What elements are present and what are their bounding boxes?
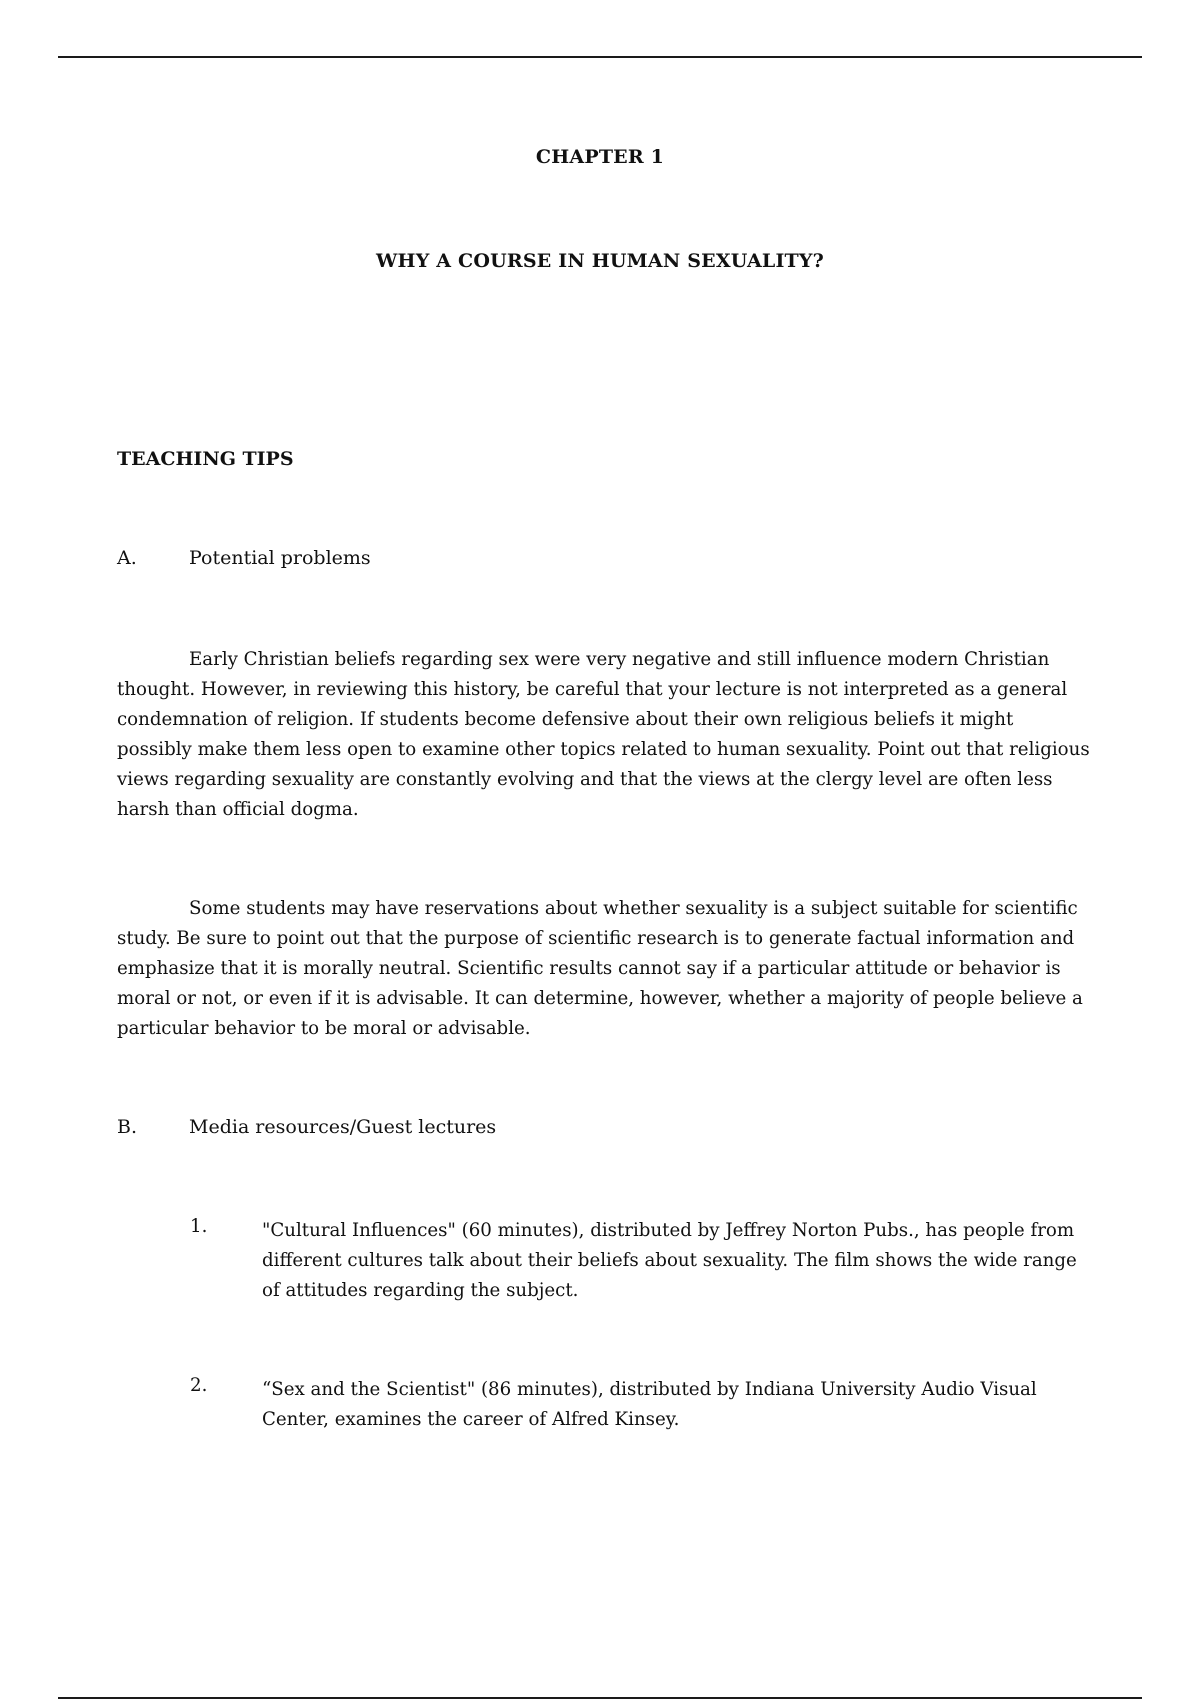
media-item-2-text: “Sex and the Scientist" (86 minutes), distributed by Indiana University Audio Visual Center, examines the career of Alfred Kinsey.: [262, 1379, 1037, 1430]
section-heading-teaching-tips: TEACHING TIPS: [117, 448, 294, 470]
section-b-label: Media resources/Guest lectures: [189, 1116, 497, 1138]
paragraph-scientific-study: Some students may have reservations about whether sexuality is a subject suitable for scientific study. Be sure to point out that the purpose of scientific research is to generate factual information and emphasize that it is morally neutral. Scientific results cannot say if a particular attitude or behavior is moral or not, or even if it is advisable. It can determine, however, whether a majority of people believe a particular behavior to be moral or advisable.: [117, 898, 1083, 1039]
chapter-title: WHY A COURSE IN HUMAN SEXUALITY?: [376, 250, 824, 272]
chapter-number: CHAPTER 1: [535, 146, 665, 168]
section-b-letter: B.: [117, 1116, 138, 1138]
media-item-1-number: 1.: [190, 1216, 208, 1237]
top-rule: [58, 56, 1142, 58]
section-a-label: Potential problems: [189, 547, 371, 569]
section-a-letter: A.: [117, 547, 137, 569]
media-item-2-number: 2.: [190, 1375, 208, 1396]
paragraph-religion: Early Christian beliefs regarding sex were very negative and still influence modern Christian thought. However, in reviewing this history, be careful that your lecture is not interpreted as a general condemnation of religion. If students become defensive about their own religious beliefs it might possibly make them less open to examine other topics related to human sexuality. Point out that religious views regarding sexuality are constantly evolving and that the views at the clergy level are often less harsh than official dogma.: [117, 649, 1090, 820]
bottom-rule: [58, 1697, 1142, 1699]
media-item-1-text: "Cultural Influences" (60 minutes), distributed by Jeffrey Norton Pubs., has people from different cultures talk about their beliefs about sexuality. The film shows the wide range of attitudes regarding the subject.: [262, 1220, 1077, 1301]
